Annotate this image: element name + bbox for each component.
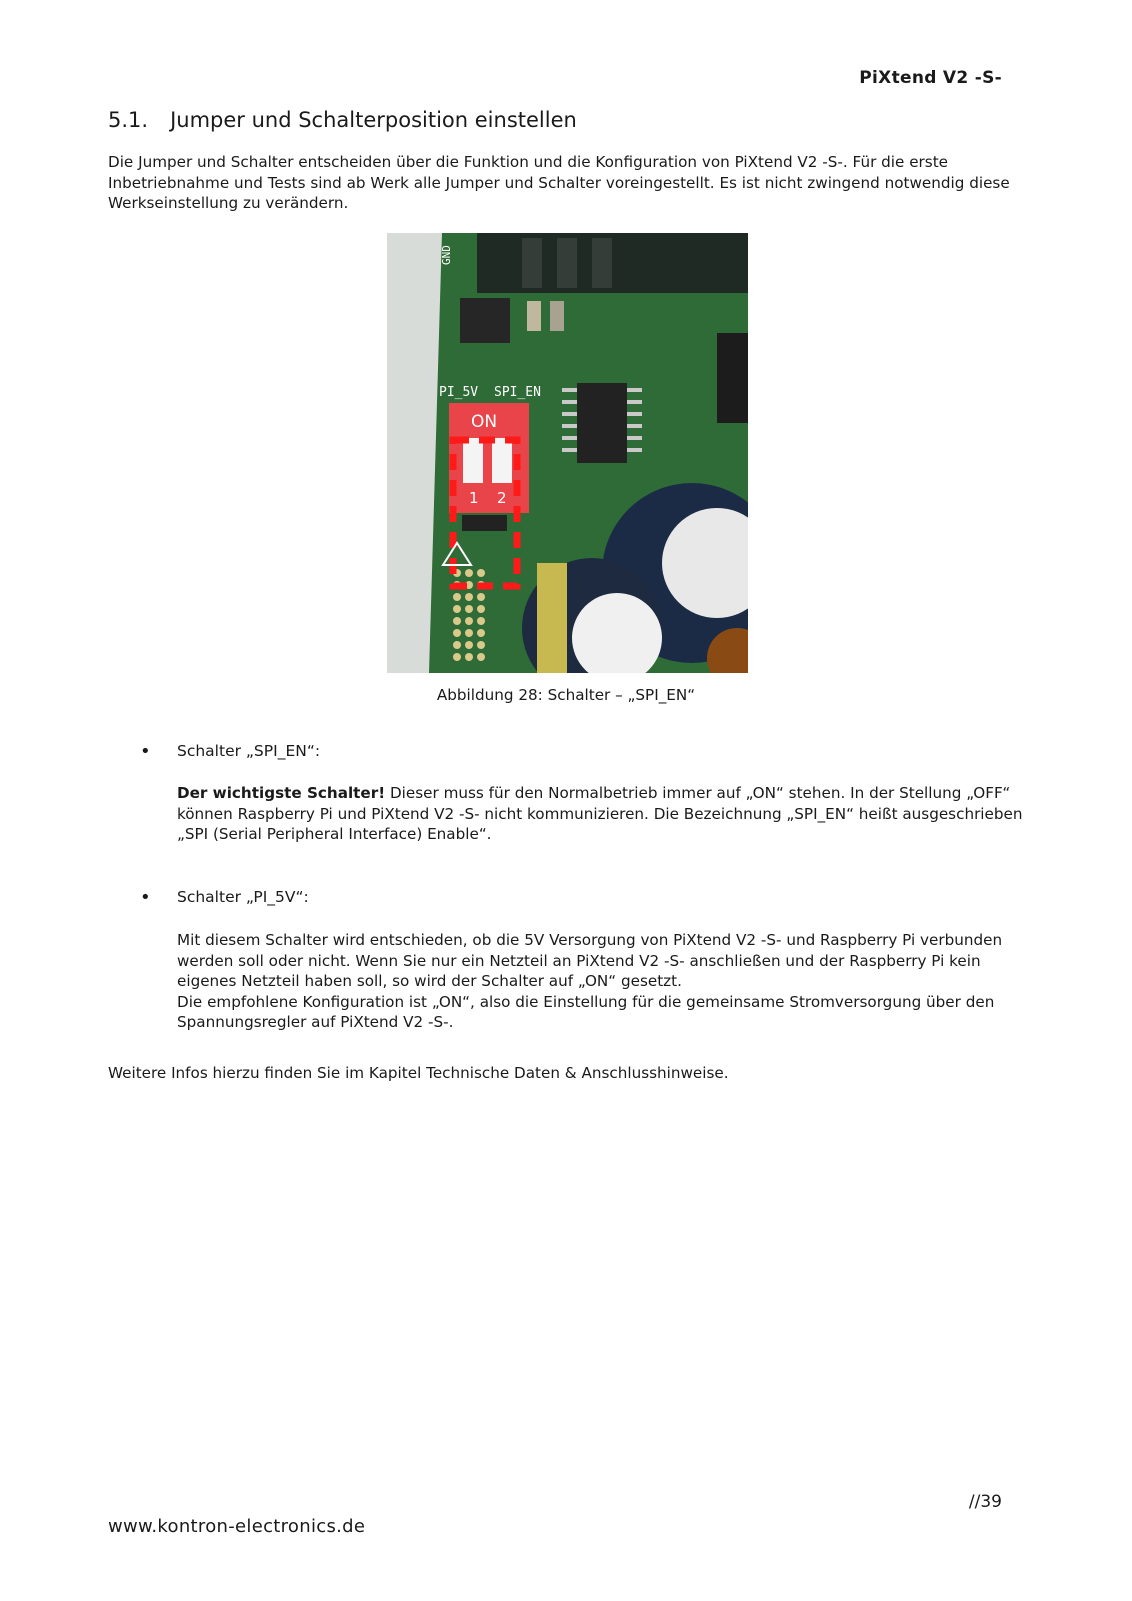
document-header-product: PiXtend V2 -S- [859, 68, 1002, 88]
bullet-label: Schalter „PI_5V“: [177, 888, 309, 906]
ic-chip-3 [717, 333, 748, 423]
intro-paragraph [108, 152, 1028, 214]
dip-toggle-1 [463, 438, 483, 483]
section-title: Jumper und Schalterposition einstellen [170, 108, 577, 132]
silkscreen-gnd: GND [440, 245, 453, 265]
figure-caption: Abbildung 28: Schalter – „SPI_EN“ [436, 686, 696, 704]
silkscreen-pi5v: PI_5V [439, 385, 479, 400]
dip-number-2: 2 [497, 489, 507, 507]
pi-5v-text-1: Mit diesem Schalter wird entschieden, ob die 5V Versorgung von PiXtend V2 -S- und Raspberry Pi verbunden werden soll oder nicht. Wenn Sie nur ein Netzteil an PiXtend V2 -S- anschließen und der Raspberry Pi kein eigenes Netzteil haben soll, so wird der Schalter auf „ON“ gesetzt. [177, 931, 1003, 990]
page-number: //39 [968, 1492, 1002, 1512]
section-heading [108, 108, 577, 132]
footer-url: www.kontron-electronics.de [108, 1516, 366, 1537]
intro-text: Die Jumper und Schalter entscheiden über die Funktion und die Konfiguration von PiXtend V2 -S-. Für die erste Inbetriebnahme und Tests sind ab Werk alle Jumper und Schalter voreingestellt. Es ist nicht zwingend notwendig diese Werkseinstellung zu verändern. [108, 153, 1010, 212]
spi-en-bold-lead: Der wichtigste Schalter! [177, 784, 386, 802]
ic-chip-2 [577, 383, 627, 463]
capacitor-sleeve [537, 563, 567, 673]
dip-switch-on-label: ON [471, 412, 498, 432]
spi-en-text: Dieser muss für den Normalbetrieb immer auf „ON“ stehen. In der Stellung „OFF“ können Raspberry Pi und PiXtend V2 -S- nicht kommunizieren. Die Bezeichnung „SPI_EN“ heißt ausgeschrieben „SPI (Serial Peripheral Interface) Enable“. [177, 784, 1023, 843]
resistor [462, 515, 507, 531]
pi-5v-paragraph [177, 930, 1037, 1033]
dip-toggle-2 [492, 438, 512, 483]
pcb-switch-photo [387, 233, 748, 673]
bullet-dot-icon: • [140, 741, 151, 762]
bullet-dot-icon: • [140, 887, 151, 908]
spi-en-paragraph [177, 783, 1037, 845]
more-info-paragraph [108, 1063, 1028, 1084]
dip-number-1: 1 [469, 489, 479, 507]
bullet-label: Schalter „SPI_EN“: [177, 742, 321, 760]
pi-5v-text-2: Die empfohlene Konfiguration ist „ON“, also die Einstellung für die gemeinsame Stromversorgung über den Spannungsregler auf PiXtend V2 -S-. [177, 992, 995, 1031]
smd-part [527, 301, 541, 331]
section-number: 5.1. [108, 108, 149, 132]
silkscreen-spien: SPI_EN [494, 385, 541, 400]
ic-chip-1 [460, 298, 510, 343]
connector-block [477, 233, 748, 293]
more-info-text: Weitere Infos hierzu finden Sie im Kapitel Technische Daten & Anschlusshinweise. [108, 1064, 729, 1082]
